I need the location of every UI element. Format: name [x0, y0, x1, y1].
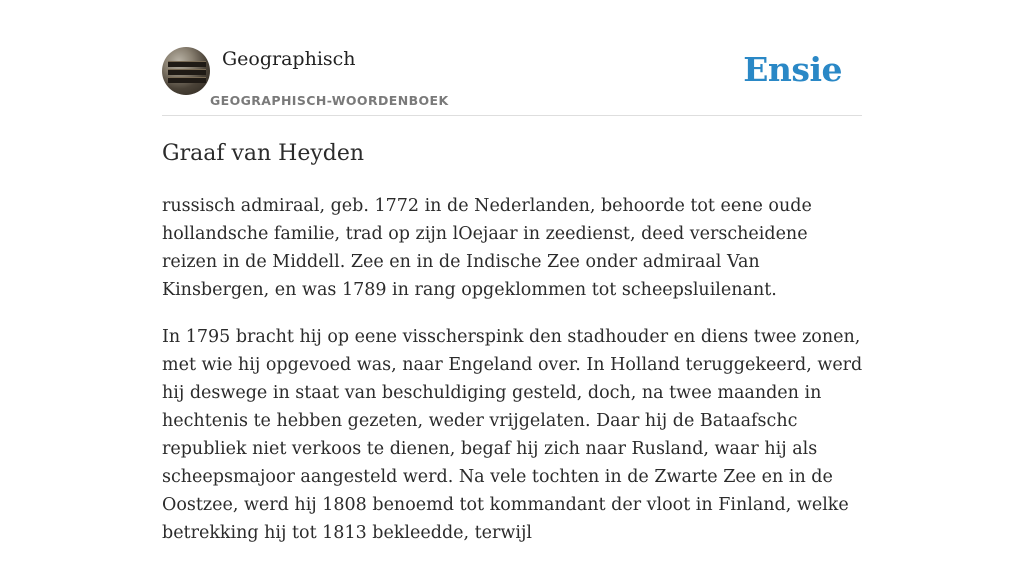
- source-title[interactable]: Geographisch: [222, 48, 356, 70]
- book-spine-decoration: [168, 69, 206, 75]
- source-subtitle[interactable]: GEOGRAPHISCH-WOORDENBOEK: [210, 93, 449, 108]
- article-body: [162, 192, 868, 566]
- article-paragraph: russisch admiraal, geb. 1772 in de Nederlanden, behoorde tot eene oude hollandsche familie, trad op zijn lOejaar in zeedienst, deed verscheidene reizen in de Middell. Zee en in de Indische Zee onder admiraal Van Kinsbergen, en was 1789 in rang opgeklommen tot scheepsluilenant.: [162, 196, 812, 300]
- source-avatar[interactable]: [162, 47, 210, 95]
- article-paragraph: In 1795 bracht hij op eene visscherspink den stadhouder en diens twee zonen, met wie hij opgevoed was, naar Engeland over. In Holland teruggekeerd, werd hij deswege in staat van beschuldiging gesteld, doch, na twee maanden in hechtenis te hebben gezeten, weder vrijgelaten. Daar hij de Bataafschc republiek niet verkoos te dienen, begaf hij zich naar Rusland, waar hij als scheepsmajoor aangesteld werd. Na vele tochten in de Zwarte Zee en in de Oostzee, werd hij 1808 benoemd tot kommandant der vloot in Finland, welke betrekking hij tot 1813 bekleedde, terwijl: [162, 327, 863, 543]
- brand-logo[interactable]: Ensie: [743, 50, 842, 89]
- book-spine-decoration: [168, 77, 206, 83]
- book-spine-decoration: [168, 61, 206, 67]
- article-title: Graaf van Heyden: [162, 141, 365, 166]
- site-header: [162, 46, 862, 116]
